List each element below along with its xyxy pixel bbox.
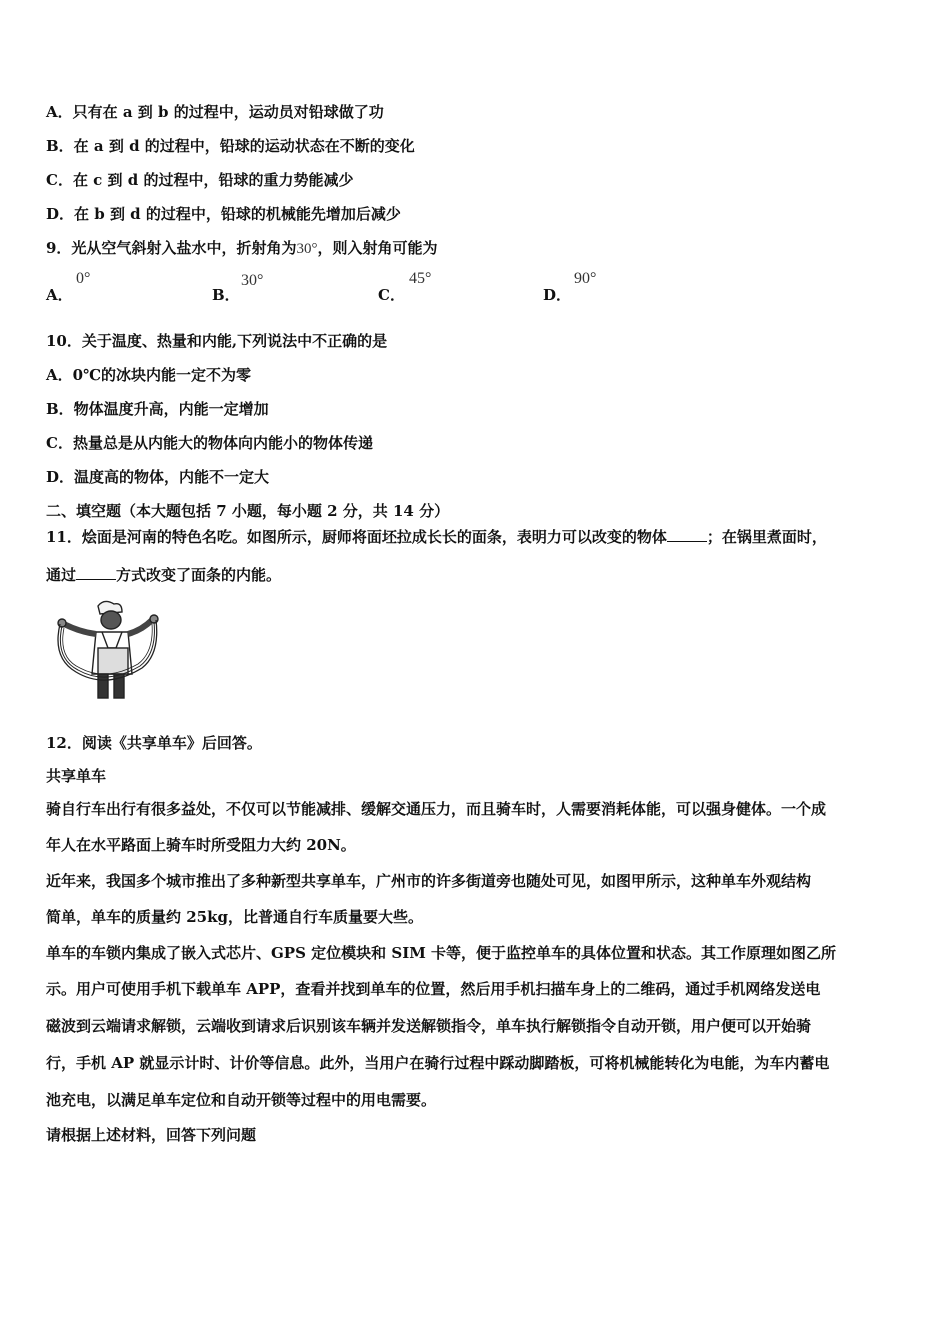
chef-noodle-illustration [46, 598, 161, 706]
q11-part-2: ；在锅里煮面时， [706, 528, 827, 546]
q8-option-a: A．只有在 a 到 b 的过程中，运动员对铅球做了功 [46, 103, 384, 121]
q11-part-3-pre: 通过 [46, 566, 77, 584]
q9-angle: 30° [296, 241, 318, 257]
q8-option-b: B．在 a 到 d 的过程中，铅球的运动状态在不断的变化 [46, 137, 415, 155]
q11-part-1: 11．烩面是河南的特色名吃。如图所示，厨师将面坯拉成长长的面条，表明力可以改变的物体 [46, 528, 667, 546]
q9-option-a-value: 0° [76, 270, 91, 287]
q10-option-c: C．热量总是从内能大的物体向内能小的物体传递 [46, 434, 373, 452]
q9-option-d-letter: D． [543, 286, 572, 304]
q12-p1-line-1: 骑自行车出行有很多益处，不仅可以节能减排、缓解交通压力，而且骑车时，人需要消耗体能，可以强身健体。一个成 [46, 800, 827, 818]
q12-p1-line-2: 年人在水平路面上骑车时所受阻力大约 20N。 [46, 836, 356, 854]
q11-line-2 [46, 565, 281, 585]
q12-p3-line-2: 示。用户可使用手机下载单车 APP，查看并找到单车的位置，然后用手机扫描车身上的二维码，通过手机网络发送电 [46, 980, 821, 998]
q12-p3-line-5: 池充电，以满足单车定位和自动开锁等过程中的用电需要。 [46, 1091, 437, 1109]
section-heading: 二、填空题（本大题包括 7 小题，每小题 2 分，共 14 分） [46, 502, 450, 520]
q9-option-a [46, 284, 73, 305]
q9-option-d-value: 90° [574, 270, 597, 287]
q9-option-b-letter: B． [212, 286, 240, 304]
q9-option-c [378, 284, 405, 305]
q11-blank-1 [667, 527, 707, 542]
q9-stem [46, 238, 437, 259]
q11-line-1 [46, 527, 827, 547]
q9-option-b-value: 30° [241, 272, 264, 289]
q12-article-title: 共享单车 [46, 767, 107, 785]
q11-blank-2 [76, 565, 116, 580]
q9-option-c-letter: C． [378, 286, 405, 304]
q9-stem-pre: 9．光从空气斜射入盐水中，折射角为 [46, 239, 297, 257]
q9-stem-post: ，则入射角可能为 [317, 239, 438, 257]
q8-option-c: C．在 c 到 d 的过程中，铅球的重力势能减少 [46, 171, 354, 189]
q12-stem: 12．阅读《共享单车》后回答。 [46, 734, 262, 752]
q10-option-b: B．物体温度升高，内能一定增加 [46, 400, 269, 418]
q10-option-d: D．温度高的物体，内能不一定大 [46, 468, 270, 486]
q12-p2-line-2: 简单，单车的质量约 25kg，比普通自行车质量要大些。 [46, 908, 423, 926]
q8-option-d: D．在 b 到 d 的过程中，铅球的机械能先增加后减少 [46, 205, 401, 223]
q9-option-b [212, 284, 240, 305]
q12-p2-line-1: 近年来，我国多个城市推出了多种新型共享单车，广州市的许多街道旁也随处可见，如图甲所示，这种单车外观结构 [46, 872, 812, 890]
q9-option-c-value: 45° [409, 270, 432, 287]
q10-stem: 10．关于温度、热量和内能,下列说法中不正确的是 [46, 332, 388, 350]
q9-option-d [543, 284, 571, 305]
q12-p3-line-1: 单车的车锁内集成了嵌入式芯片、GPS 定位模块和 SIM 卡等，便于监控单车的具体位置和状态。其工作原理如图乙所 [46, 944, 837, 962]
q9-option-a-letter: A． [46, 286, 73, 304]
q11-part-3-post: 方式改变了面条的内能。 [116, 566, 282, 584]
q10-option-a: A．0℃的冰块内能一定不为零 [46, 366, 252, 384]
q12-p3-line-3: 磁波到云端请求解锁，云端收到请求后识别该车辆并发送解锁指令，单车执行解锁指令自动开锁，用户便可以开始骑 [46, 1017, 812, 1035]
q12-closing: 请根据上述材料，回答下列问题 [46, 1126, 257, 1144]
q12-p3-line-4: 行，手机 AP 就显示计时、计价等信息。此外，当用户在骑行过程中踩动脚踏板，可将机械能转化为电能，为车内蓄电 [46, 1054, 830, 1072]
